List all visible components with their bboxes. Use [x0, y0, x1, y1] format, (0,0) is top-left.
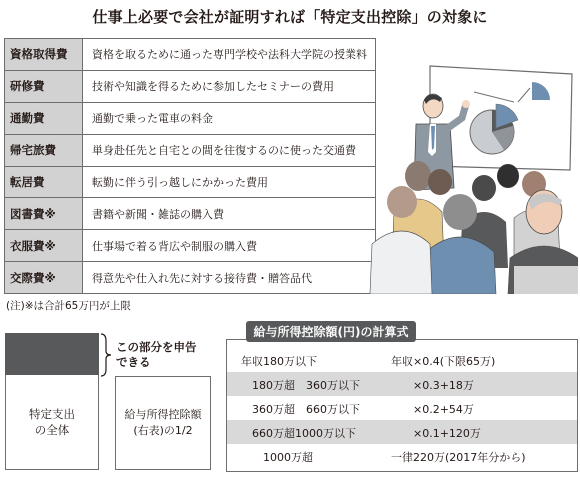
half-deduction-label: (右表)の1/2: [133, 424, 193, 437]
expense-category: 資格取得費: [5, 39, 83, 70]
expense-description: 得意先や仕入れ先に対する接待費・贈答品代: [92, 271, 312, 285]
expense-description: 通勤で乗った電車の料金: [92, 112, 213, 126]
deduction-formula: 年収×0.4(下限65万): [391, 355, 496, 368]
expense-description: 仕事場で着る背広や制服の購入費: [92, 239, 257, 253]
page-title: 仕事上必要で会社が証明すれば「特定支出控除」の対象に: [92, 8, 488, 26]
expense-category: 研修費: [5, 71, 83, 102]
expense-category: 転居費: [5, 167, 83, 198]
table-row: [5, 70, 375, 102]
apply-label-line: この部分を申告: [116, 340, 197, 354]
brace-icon: [100, 333, 112, 377]
income-range: 1000万超: [241, 451, 313, 464]
income-range: 360万超 660万以下: [241, 403, 360, 416]
table-row: [5, 261, 375, 293]
table-row: [227, 348, 577, 372]
expense-table: [4, 38, 376, 294]
income-range: 年収180万以下: [241, 355, 317, 368]
expense-description: 技術や知識を得るために参加したセミナーの費用: [92, 80, 334, 94]
table-row: [227, 372, 577, 396]
expense-description: 資格を取るために通った専門学校や法科大学院の授業料: [92, 48, 367, 62]
table-row: [227, 420, 577, 444]
total-label: の全体: [34, 423, 70, 437]
footnote: (注)※は合計65万円が上限: [6, 300, 131, 312]
table-row: [227, 444, 577, 468]
table-row: [5, 197, 375, 229]
half-deduction-box: [115, 376, 211, 470]
table-row: [5, 166, 375, 198]
income-range: 660万超1000万以下: [241, 427, 356, 440]
apply-label: [116, 340, 197, 370]
table-row: [5, 102, 375, 134]
formula-table: [226, 339, 578, 472]
total-label: 特定支出: [29, 407, 75, 421]
table-row: [5, 134, 375, 166]
expense-category: 交際費※: [5, 262, 83, 293]
income-range: 180万超 360万以下: [241, 379, 360, 392]
presenter-with-chart-audience-illustration: [364, 62, 578, 294]
expense-category: 衣服費※: [5, 230, 83, 261]
expense-category: 通勤費: [5, 103, 83, 134]
apply-label-line: できる: [116, 355, 151, 369]
deduction-formula: 一律220万(2017年分から): [391, 451, 526, 464]
table-row: [5, 229, 375, 261]
expense-category: 帰宅旅費: [5, 135, 83, 166]
specific-expense-total-box: [5, 375, 99, 470]
expense-category: 図書費※: [5, 198, 83, 229]
expense-description: 書籍や新聞・雑誌の購入費: [92, 207, 224, 221]
deduction-formula: ×0.1+120万: [391, 427, 481, 440]
formula-header: 給与所得控除額(円)の計算式: [246, 321, 416, 342]
table-row: [5, 39, 375, 70]
deduction-formula: ×0.2+54万: [391, 403, 474, 416]
table-row: [227, 396, 577, 420]
expense-description: 転勤に伴う引っ越しにかかった費用: [92, 175, 268, 189]
expense-description: 単身赴任先と自宅との間を往復するのに使った交通費: [92, 144, 356, 158]
half-deduction-label: 給与所得控除額: [124, 408, 202, 421]
deduction-formula: ×0.3+18万: [391, 379, 474, 392]
deductible-portion-block: [5, 333, 99, 375]
